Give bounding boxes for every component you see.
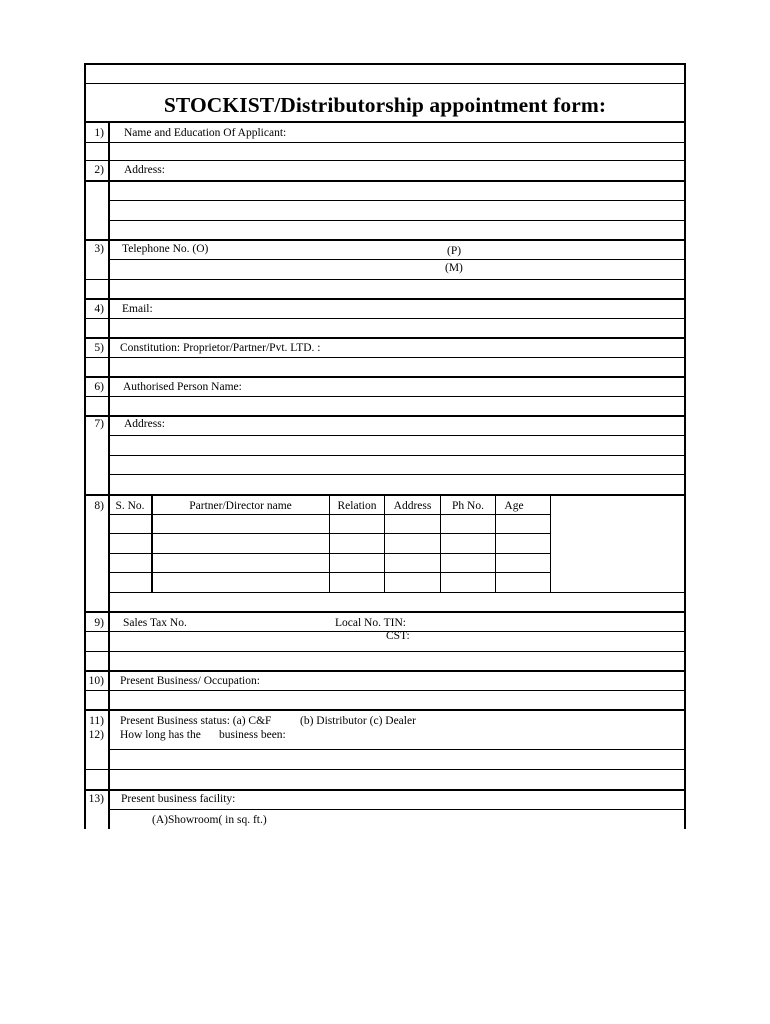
line (84, 121, 686, 123)
table-header-age: Age (504, 500, 524, 512)
item-number: 5) (94, 342, 104, 354)
address-label: Address: (124, 164, 165, 176)
line (109, 809, 686, 810)
telephone-office-label: Telephone No. (O) (122, 243, 209, 255)
cst-label: CST: (386, 630, 410, 642)
line (84, 769, 686, 770)
line (109, 435, 686, 436)
email-label: Email: (122, 303, 153, 315)
item-number: 13) (88, 793, 104, 805)
frame-top (84, 63, 686, 65)
line (84, 180, 686, 182)
item-number: 7) (94, 418, 104, 430)
number-column-divider (108, 121, 110, 829)
line (84, 298, 686, 300)
appointment-form (84, 63, 686, 829)
local-tin-label: Local No. TIN: (335, 617, 407, 629)
present-business-label: Present Business/ Occupation: (120, 675, 260, 687)
frame-right (684, 63, 686, 829)
sales-tax-label: Sales Tax No. (123, 617, 187, 629)
table-header-name: Partner/Director name (189, 500, 292, 512)
line (109, 220, 686, 221)
item-number: 9) (94, 617, 104, 629)
line (109, 259, 686, 260)
table-col-line (550, 494, 551, 592)
authorised-address-label: Address: (124, 418, 165, 430)
authorised-person-label: Authorised Person Name: (123, 381, 242, 393)
table-header-address: Address (393, 500, 432, 512)
item-number: 8) (94, 500, 104, 512)
line (84, 318, 686, 319)
line (84, 239, 686, 241)
line (84, 690, 686, 691)
item-number: 11) (89, 715, 104, 727)
table-header-sno: S. No. (115, 500, 145, 512)
line (109, 455, 686, 456)
telephone-mobile-label: (M) (445, 262, 463, 274)
business-status-label: Present Business status: (a) C&F (120, 715, 272, 727)
line (109, 592, 686, 593)
line (84, 670, 686, 672)
line (84, 494, 686, 496)
item-number: 1) (94, 127, 104, 139)
item-number: 4) (94, 303, 104, 315)
constitution-label: Constitution: Proprietor/Partner/Pvt. LTD. : (120, 342, 321, 354)
line (109, 749, 686, 750)
item-number: 12) (88, 729, 104, 741)
line (84, 279, 686, 280)
line (84, 631, 686, 632)
line (84, 611, 686, 613)
telephone-personal-label: (P) (447, 245, 462, 257)
business-facility-label: Present business facility: (121, 793, 236, 805)
table-header-relation: Relation (337, 500, 377, 512)
form-title: STOCKIST/Distributorship appointment form: (163, 93, 607, 117)
line (84, 357, 686, 358)
line (84, 415, 686, 417)
line (84, 337, 686, 339)
line (84, 396, 686, 397)
item-number: 10) (88, 675, 104, 687)
table-header-phone: Ph No. (452, 500, 484, 512)
line (109, 474, 686, 475)
line (109, 200, 686, 201)
line (84, 789, 686, 791)
showroom-label: (A)Showroom( in sq. ft.) (152, 814, 267, 826)
line (84, 376, 686, 378)
line (84, 160, 686, 161)
item-number: 6) (94, 381, 104, 393)
item-number: 3) (94, 243, 104, 255)
line (84, 83, 686, 84)
line (84, 651, 686, 652)
business-status-options: (b) Distributor (c) Dealer (300, 715, 416, 727)
business-duration-label: How long has the (120, 729, 201, 741)
line (84, 709, 686, 711)
business-duration-label-2: business been: (219, 729, 286, 741)
item-number: 2) (94, 164, 104, 176)
line (84, 142, 686, 143)
applicant-name-label: Name and Education Of Applicant: (124, 127, 287, 139)
